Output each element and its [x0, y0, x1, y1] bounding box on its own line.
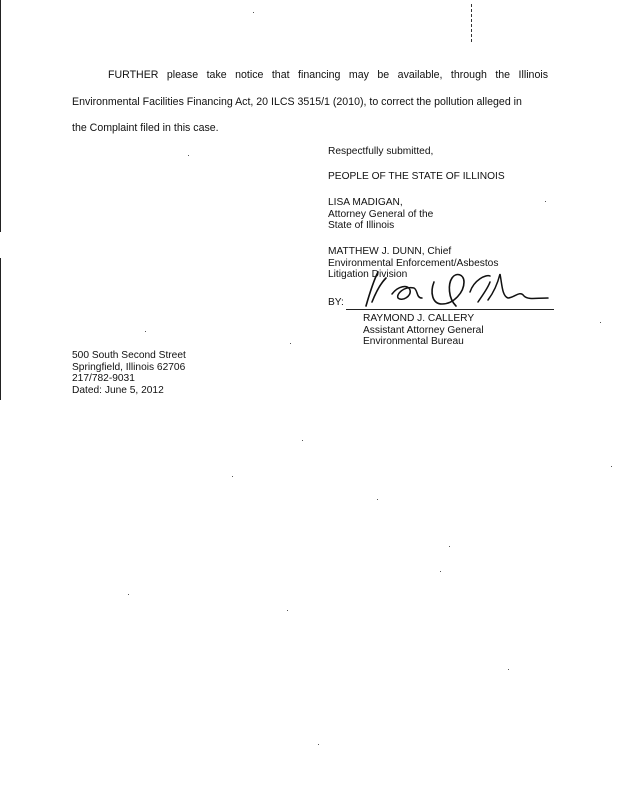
address-line: 500 South Second Street: [72, 350, 186, 361]
address-block: [72, 350, 186, 396]
notice-line-3: the Complaint filed in this case.: [72, 122, 219, 134]
handwritten-signature: [352, 262, 552, 310]
address-line: Springfield, Illinois 62706: [72, 361, 186, 373]
scan-speck: [128, 594, 129, 595]
notice-line-2: Environmental Facilities Financing Act, 20 ILCS 3515/1 (2010), to correct the pollution alleged in: [72, 96, 522, 108]
scan-speck: [145, 331, 146, 332]
signature-row: [328, 290, 550, 310]
scan-speck: [318, 744, 319, 745]
scan-speck: [287, 610, 288, 611]
scan-speck: [600, 322, 601, 323]
address-line: 217/782-9031: [72, 373, 135, 385]
scan-speck: [253, 12, 254, 13]
scan-speck: [302, 440, 303, 441]
signer-line: Assistant Attorney General: [363, 324, 484, 336]
scan-speck: [232, 476, 233, 477]
party-name: PEOPLE OF THE STATE OF ILLINOIS: [328, 171, 505, 182]
scan-speck: [508, 669, 509, 670]
signer-line: Environmental Bureau: [363, 336, 464, 348]
left-edge-mark: [0, 258, 1, 400]
attorney-general-line: LISA MADIGAN,: [328, 197, 403, 208]
division-chief-line: MATTHEW J. DUNN, Chief: [328, 246, 452, 257]
division-chief-line: Environmental Enforcement/Asbestos: [328, 257, 499, 269]
address-line: Dated: June 5, 2012: [72, 384, 164, 396]
scan-mark: [471, 4, 472, 42]
notice-line-1: FURTHER please take notice that financing may be available, through the Illinois: [108, 69, 548, 81]
scan-speck: [188, 155, 189, 156]
scan-speck: [449, 546, 450, 547]
attorney-general-line: State of Illinois: [328, 220, 395, 232]
left-edge-mark: [0, 0, 1, 232]
scan-speck: [440, 571, 441, 572]
signer-block: [363, 313, 484, 348]
scan-speck: [611, 466, 612, 467]
scan-speck: [290, 343, 291, 344]
attorney-general-block: [328, 197, 433, 232]
scan-speck: [545, 201, 546, 202]
scan-speck: [377, 499, 378, 500]
division-chief-line: Litigation Division: [328, 269, 408, 281]
attorney-general-line: Attorney General of the: [328, 208, 434, 220]
signer-line: RAYMOND J. CALLERY: [363, 313, 475, 324]
by-label: BY:: [328, 297, 344, 308]
closing-text: Respectfully submitted,: [328, 146, 434, 157]
